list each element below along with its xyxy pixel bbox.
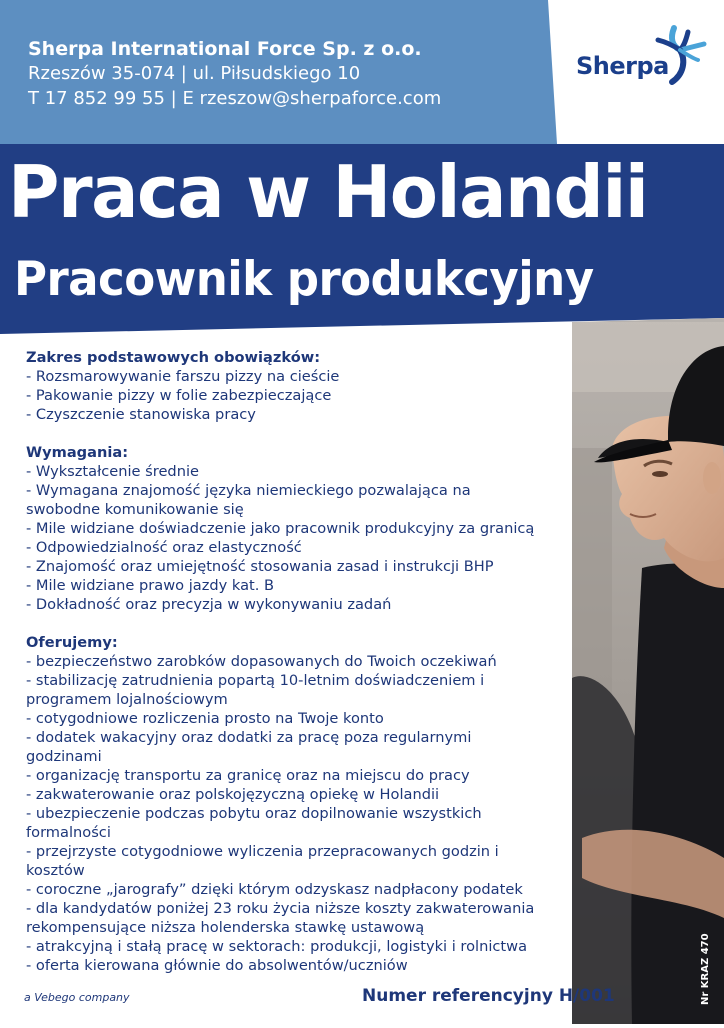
list-item: - Rozsmarowywanie farszu pizzy na cieście bbox=[26, 368, 340, 385]
section-title: Wymagania: bbox=[26, 444, 129, 461]
list-item: - dodatek wakacyjny oraz dodatki za pracę poza regularnymi bbox=[26, 729, 472, 746]
list-item: swobodne komunikowanie się bbox=[26, 501, 244, 518]
list-item: - organizację transportu za granicę oraz na miejscu do pracy bbox=[26, 767, 470, 784]
list-item: - oferta kierowana głównie do absolwentów/uczniów bbox=[26, 957, 408, 974]
headline-title: Praca w Holandii bbox=[8, 150, 648, 234]
list-item: - dla kandydatów poniżej 23 roku życia niższe koszty zakwaterowania bbox=[26, 900, 535, 917]
list-item: - atrakcyjną i stałą pracę w sektorach: produkcji, logistyki i rolnictwa bbox=[26, 938, 528, 955]
list-item: - Dokładność oraz precyzja w wykonywaniu zadań bbox=[26, 596, 392, 613]
list-item: - Mile widziane doświadczenie jako pracownik produkcyjny za granicą bbox=[26, 520, 535, 537]
list-item: - ubezpieczenie podczas pobytu oraz dopilnowanie wszystkich bbox=[26, 805, 482, 822]
worker-photo bbox=[572, 318, 724, 1024]
list-item: - Wykształcenie średnie bbox=[26, 463, 199, 480]
list-item: - bezpieczeństwo zarobków dopasowanych do Twoich oczekiwań bbox=[26, 653, 497, 670]
section-requirements bbox=[26, 443, 586, 614]
list-item: - cotygodniowe rozliczenia prosto na Twoje konto bbox=[26, 710, 384, 727]
list-item: formalności bbox=[26, 824, 111, 841]
job-title: Pracownik produkcyjny bbox=[14, 252, 594, 307]
list-item: godzinami bbox=[26, 748, 102, 765]
company-contact: T 17 852 99 55 | E rzeszow@sherpaforce.com bbox=[28, 88, 442, 109]
list-item: - Czyszczenie stanowiska pracy bbox=[26, 406, 256, 423]
list-item: - coroczne „jarografy” dzięki którym odzyskasz nadpłacony podatek bbox=[26, 881, 523, 898]
list-item: - stabilizację zatrudnienia popartą 10-letnim doświadczeniem i bbox=[26, 672, 485, 689]
section-title: Zakres podstawowych obowiązków: bbox=[26, 349, 321, 366]
kraz-number: Nr KRAZ 470 bbox=[700, 933, 711, 1005]
list-item: kosztów bbox=[26, 862, 85, 879]
sherpa-logo bbox=[576, 20, 708, 88]
logo-text: Sherpa bbox=[576, 52, 669, 80]
vebego-tagline: a Vebego company bbox=[24, 991, 130, 1004]
list-item: - Wymagana znajomość języka niemieckiego pozwalająca na bbox=[26, 482, 471, 499]
list-item: - przejrzyste cotygodniowe wyliczenia przepracowanych godzin i bbox=[26, 843, 499, 860]
list-item: programem lojalnościowym bbox=[26, 691, 228, 708]
worker-in-cap-photo bbox=[572, 318, 724, 1024]
list-item: - Odpowiedzialność oraz elastyczność bbox=[26, 539, 302, 556]
list-item: - Znajomość oraz umiejętność stosowania zasad i instrukcji BHP bbox=[26, 558, 494, 575]
list-item: rekompensujące niższa holenderska stawkę ustawową bbox=[26, 919, 425, 936]
list-item: - zakwaterowanie oraz polskojęzyczną opiekę w Holandii bbox=[26, 786, 440, 803]
section-offer bbox=[26, 633, 586, 975]
reference-number: Numer referencyjny H/001 bbox=[362, 986, 615, 1006]
section-duties bbox=[26, 348, 586, 424]
list-item: - Mile widziane prawo jazdy kat. B bbox=[26, 577, 275, 594]
section-title: Oferujemy: bbox=[26, 634, 118, 651]
company-address: Rzeszów 35-074 | ul. Piłsudskiego 10 bbox=[28, 63, 361, 84]
list-item: - Pakowanie pizzy w folie zabezpieczające bbox=[26, 387, 332, 404]
company-name: Sherpa International Force Sp. z o.o. bbox=[28, 38, 422, 60]
offer-content bbox=[26, 348, 586, 994]
